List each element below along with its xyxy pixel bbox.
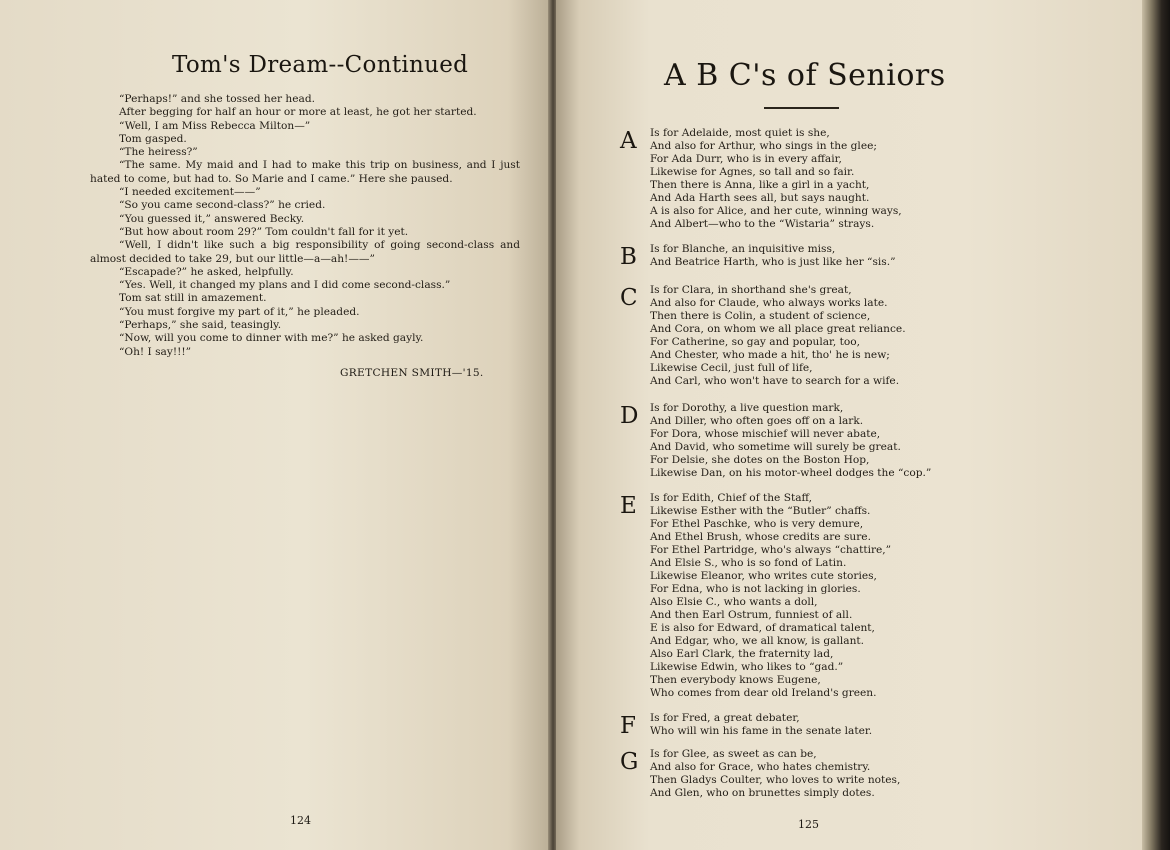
- poem-line: And David, who sometime will surely be great.: [650, 441, 901, 453]
- title-divider: [764, 107, 839, 109]
- poem-line: Likewise Esther with the “Butler” chaffs.: [650, 505, 871, 517]
- story-line: “Oh! I say!!!”: [119, 345, 192, 358]
- story-line: “You guessed it,” answered Becky.: [119, 212, 305, 225]
- initial-letter: F: [620, 713, 636, 739]
- initial-letter: G: [620, 749, 639, 775]
- poem-line: And Chester, who made a hit, tho' he is new;: [650, 349, 890, 361]
- page-number: 124: [290, 814, 311, 827]
- initial-letter: B: [620, 244, 637, 270]
- poem-line: For Dora, whose mischief will never abate,: [650, 428, 881, 440]
- poem-line: Likewise Edwin, who likes to “gad.”: [650, 661, 844, 673]
- poem-line: Then there is Colin, a student of science,: [650, 310, 871, 322]
- poem-line: For Ada Durr, who is in every affair,: [650, 153, 842, 165]
- poem-line: Who comes from dear old Ireland's green.: [650, 687, 877, 699]
- initial-letter: D: [620, 403, 639, 429]
- poem-line: And Edgar, who, we all know, is gallant.: [650, 635, 865, 647]
- poem-line: And also for Claude, who always works late.: [650, 297, 888, 309]
- poem-line: And then Earl Ostrum, funniest of all.: [650, 609, 853, 621]
- poem-line: Likewise Dan, on his motor-wheel dodges the “cop.”: [650, 467, 932, 479]
- poem-line: E is also for Edward, of dramatical talent,: [650, 622, 875, 634]
- poem-line: Is for Blanche, an inquisitive miss,: [650, 243, 836, 255]
- story-line: “But how about room 29?” Tom couldn't fall for it yet.: [119, 225, 409, 238]
- story-line: “Well, I didn't like such a big responsibility of going second-class and almost decided to take 29, but our little—a—ah!——”: [90, 239, 520, 265]
- story-line: Tom gasped.: [119, 132, 187, 145]
- poem-line: Likewise for Agnes, so tall and so fair.: [650, 166, 855, 178]
- poem-line: And Glen, who on brunettes simply dotes.: [650, 787, 875, 799]
- poem-line: Likewise Eleanor, who writes cute stories,: [650, 570, 877, 582]
- poem-line: And Ethel Brush, whose credits are sure.: [650, 531, 871, 543]
- poem-line: And Diller, who often goes off on a lark.: [650, 415, 864, 427]
- poem-line: Who will win his fame in the senate later.: [650, 725, 873, 737]
- poem-line: And also for Arthur, who sings in the glee;: [650, 140, 877, 152]
- story-text: [90, 93, 520, 359]
- initial-letter: A: [620, 128, 637, 154]
- poem-line: Also Earl Clark, the fraternity lad,: [650, 648, 834, 660]
- story-line: “Now, will you come to dinner with me?” he asked gayly.: [119, 332, 424, 345]
- poem-line: Then everybody knows Eugene,: [650, 674, 821, 686]
- poem-line: Also Elsie C., who wants a doll,: [650, 596, 818, 608]
- poem-line: Is for Edith, Chief of the Staff,: [650, 492, 813, 504]
- story-line: “The heiress?”: [119, 146, 198, 159]
- poem-line: Then Gladys Coulter, who loves to write notes,: [650, 774, 901, 786]
- story-line: Tom sat still in amazement.: [119, 292, 267, 305]
- page-title: Tom's Dream--Continued: [172, 52, 469, 78]
- page-edge: [1142, 0, 1170, 850]
- author-signature: GRETCHEN SMITH—'15.: [340, 367, 484, 379]
- story-line: “So you came second-class?” he cried.: [119, 199, 326, 212]
- initial-letter: C: [620, 285, 638, 311]
- poem-line: Is for Clara, in shorthand she's great,: [650, 284, 852, 296]
- story-line: “The same. My maid and I had to make this trip on business, and I just hated to come, but had to. So Marie and I came.” Here she paused.: [90, 159, 520, 185]
- poem-line: Is for Dorothy, a live question mark,: [650, 402, 844, 414]
- story-line: “Yes. Well, it changed my plans and I did come second-class.”: [119, 279, 451, 292]
- poem-line: And Elsie S., who is so fond of Latin.: [650, 557, 847, 569]
- poem-line: Is for Adelaide, most quiet is she,: [650, 127, 830, 139]
- initial-letter: E: [620, 493, 637, 519]
- poem-line: And Ada Harth sees all, but says naught.: [650, 192, 870, 204]
- left-page: [0, 0, 552, 850]
- story-line: “Perhaps!” and she tossed her head.: [119, 93, 315, 105]
- poem-line: Is for Fred, a great debater,: [650, 712, 800, 724]
- poem-line: For Ethel Partridge, who's always “chattire,”: [650, 544, 892, 556]
- poem-line: Is for Glee, as sweet as can be,: [650, 748, 817, 760]
- poem-line: Likewise Cecil, just full of life,: [650, 362, 813, 374]
- story-line: After begging for half an hour or more at least, he got her started.: [119, 106, 477, 119]
- poem-line: Then there is Anna, like a girl in a yacht,: [650, 179, 870, 191]
- poem-line: For Edna, who is not lacking in glories.: [650, 583, 861, 595]
- poem-line: For Ethel Paschke, who is very demure,: [650, 518, 864, 530]
- page-number: 125: [798, 818, 819, 831]
- page-title: A B C's of Seniors: [664, 58, 946, 93]
- story-line: “Perhaps,” she said, teasingly.: [119, 319, 282, 332]
- poem-line: For Delsie, she dotes on the Boston Hop,: [650, 454, 870, 466]
- poem-line: And Carl, who won't have to search for a wife.: [650, 375, 900, 387]
- poem-line: A is also for Alice, and her cute, winning ways,: [650, 205, 902, 217]
- story-line: “Well, I am Miss Rebecca Milton—”: [119, 119, 311, 132]
- story-line: “I needed excitement——”: [119, 186, 261, 199]
- poem-line: And also for Grace, who hates chemistry.: [650, 761, 871, 773]
- story-line: “You must forgive my part of it,” he pleaded.: [119, 305, 360, 318]
- poem-line: And Cora, on whom we all place great reliance.: [650, 323, 906, 335]
- poem-line: And Albert—who to the “Wistaria” strays.: [650, 218, 875, 230]
- story-line: “Escapade?” he asked, helpfully.: [119, 265, 294, 278]
- poem-line: And Beatrice Harth, who is just like her “sis.”: [650, 256, 896, 268]
- poem-line: For Catherine, so gay and popular, too,: [650, 336, 861, 348]
